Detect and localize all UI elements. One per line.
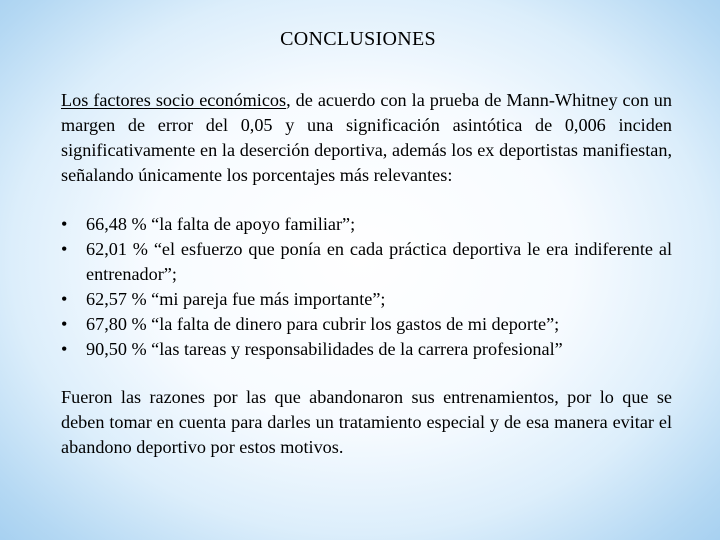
slide-title: CONCLUSIONES	[280, 28, 436, 50]
bullet-dot-icon: •	[61, 289, 68, 309]
bullet-dot-icon: •	[61, 339, 68, 359]
intro-paragraph	[61, 88, 672, 188]
bullet-text: 67,80 % “la falta de dinero para cubrir los gastos de mi deporte”;	[86, 314, 560, 334]
intro-rest: , de acuerdo con la prueba de Mann-Whitney con un margen de error del 0,05 y una significación asintótica de 0,006 inciden significativamente en la deserción deportiva, además los ex deportistas manifiestan, señalando únicamente los porcentajes más relevantes:	[61, 90, 672, 185]
bullet-text: 66,48 % “la falta de apoyo familiar”;	[86, 214, 356, 234]
bullet-dot-icon: •	[61, 314, 68, 334]
bullet-text: 62,57 % “mi pareja fue más importante”;	[86, 289, 386, 309]
bullet-item	[61, 337, 672, 362]
intro-lead-underlined: Los factores socio económicos	[61, 90, 287, 110]
bullet-list	[61, 212, 672, 362]
bullet-item	[61, 212, 672, 237]
bullet-dot-icon: •	[61, 214, 68, 234]
bullet-dot-icon: •	[61, 239, 68, 259]
bullet-text: 62,01 % “el esfuerzo que ponía en cada práctica deportiva le era indiferente al entrenador”;	[86, 239, 672, 284]
slide-content	[61, 88, 672, 460]
bullet-text: 90,50 % “las tareas y responsabilidades de la carrera profesional”	[86, 339, 563, 359]
bullet-item	[61, 237, 672, 287]
bullet-item	[61, 287, 672, 312]
bullet-item	[61, 312, 672, 337]
closing-paragraph: Fueron las razones por las que abandonaron sus entrenamientos, por lo que se deben tomar en cuenta para darles un tratamiento especial y de esa manera evitar el abandono deportivo por estos motivos.	[61, 387, 672, 457]
